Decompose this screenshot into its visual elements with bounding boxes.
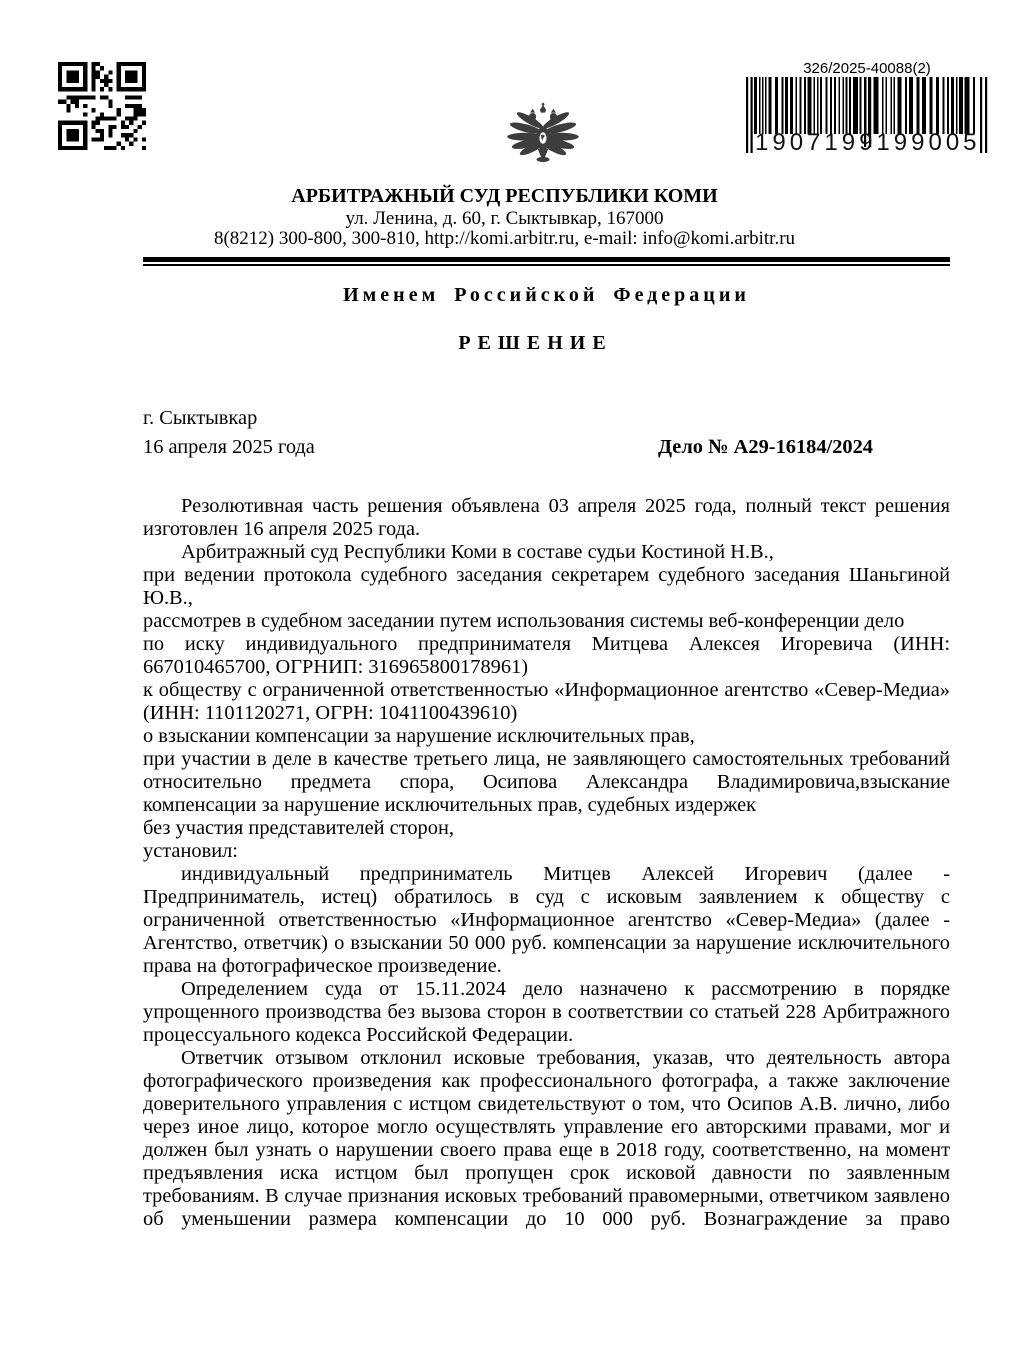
paragraph: без участия представителей сторон,	[143, 817, 454, 839]
paragraph: Резолютивная часть решения объявлена 03 апреля 2025 года, полный текст решения изготовлен 16 апреля 2025 года.	[143, 495, 950, 540]
paragraph: установил:	[143, 840, 238, 862]
court-contacts: 8(8212) 300-800, 300-810, http://komi.arbitr.ru, e-mail: info@komi.arbitr.ru	[213, 228, 796, 249]
qr-code-icon	[58, 62, 146, 150]
paragraph: рассмотрев в судебном заседании путем использования системы веб-конференции дело	[143, 610, 905, 632]
paragraph: индивидуальный предприниматель Митцев Алексей Игоревич (далее - Предприниматель, истец) обратилось в суд с исковым заявлением к обществу с ограниченной ответственностью «Информационное агентство «Север-Медиа» (далее - Агентство, ответчик) о взыскании 50 000 руб. компенсации за нарушение исключительного права на фотографическое произведение.	[143, 863, 950, 977]
decision-date: 16 апреля 2025 года	[143, 436, 315, 458]
stamp-number: 326/2025-40088(2)	[803, 60, 931, 77]
paragraph: к обществу с ограниченной ответственностью «Информационное агентство «Север-Медиа» (ИНН: 1101120271, ОГРН: 1041100439610)	[143, 679, 950, 724]
paragraph: Определением суда от 15.11.2024 дело назначено к рассмотрению в порядке упрощенного производства без вызова сторон в соответствии со статьей 228 Арбитражного процессуального кодекса Российской Федерации.	[143, 978, 950, 1046]
city-line: г. Сыктывкар	[143, 407, 258, 429]
case-number: Дело № А29-16184/2024	[658, 436, 873, 458]
barcode-digits: 1907199199005	[755, 129, 981, 156]
court-name: АРБИТРАЖНЫЙ СУД РЕСПУБЛИКИ КОМИ	[291, 185, 718, 207]
header-separator	[143, 257, 950, 266]
in-the-name-line: Именем Российской Федерации	[343, 284, 750, 306]
paragraph: Ответчик отзывом отклонил исковые требования, указав, что деятельность автора фотографического произведения как профессионального фотографа, а также заключение доверительного управления с истцом свидетельствуют о том, что Осипов А.В. лично, либо через иное лицо, которое могло осуществлять управление его авторскими правами, мог и должен был узнать о нарушении своего права еще в 2018 году, соответственно, на момент предъявления иска истцом был пропущен срок исковой давности по заявленным требованиям. В случае признания исковых требований правомерными, ответчиком заявлено об уменьшении размера компенсации до 10 000 руб. Вознаграждение за право	[143, 1047, 950, 1230]
paragraph: при ведении протокола судебного заседания секретарем судебного заседания Шаньгиной Ю.В.,	[143, 564, 950, 609]
date-case-row	[143, 436, 950, 459]
document-title: РЕШЕНИЕ	[458, 332, 613, 354]
decision-body	[143, 495, 950, 1231]
coat-of-arms-icon	[504, 96, 582, 180]
paragraph: при участии в деле в качестве третьего лица, не заявляющего самостоятельных требований относительно предмета спора, Осипова Александра Владимировича,взыскание компенсации за нарушение исключительных прав, судебных издержек	[143, 748, 950, 816]
paragraph: Арбитражный суд Республики Коми в составе судьи Костиной Н.В.,	[181, 541, 774, 563]
paragraph: о взыскании компенсации за нарушение исключительных прав,	[143, 725, 695, 747]
paragraph: по иску индивидуального предпринимателя Митцева Алексея Игоревича (ИНН: 667010465700, ОГРНИП: 316965800178961)	[143, 633, 950, 678]
court-address: ул. Ленина, д. 60, г. Сыктывкар, 167000	[345, 208, 664, 229]
case-stamp	[746, 60, 988, 155]
